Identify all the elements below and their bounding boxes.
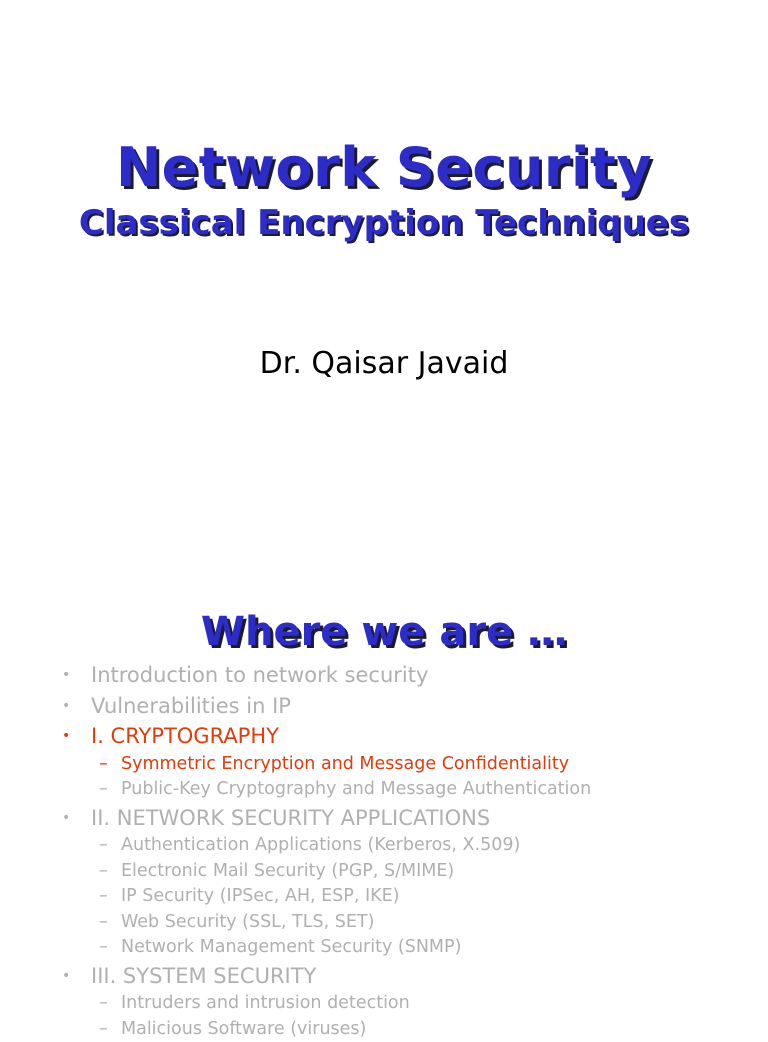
slide-subtitle: Classical Encryption Techniques bbox=[0, 203, 768, 243]
outline-item-text: III. SYSTEM SECURITY bbox=[91, 964, 316, 988]
dash-marker: – bbox=[99, 884, 108, 910]
outline-item-text: Vulnerabilities in IP bbox=[91, 694, 291, 718]
outline-item-text: Intruders and intrusion detection bbox=[121, 993, 410, 1013]
bullet-marker: • bbox=[62, 691, 70, 722]
outline-subitem bbox=[62, 910, 591, 936]
outline-item-text: Symmetric Encryption and Message Confidentiality bbox=[121, 754, 569, 774]
outline-item-text: Malicious Software (viruses) bbox=[121, 1019, 366, 1039]
outline-subitem bbox=[62, 859, 591, 885]
outline-slide bbox=[0, 575, 768, 1024]
outline-item-text: Authentication Applications (Kerberos, X.509) bbox=[121, 835, 520, 855]
outline-subitem bbox=[62, 752, 591, 778]
outline-item-text: Network Management Security (SNMP) bbox=[121, 937, 461, 957]
slide-title: Network Security bbox=[0, 136, 768, 199]
outline-subitem bbox=[62, 884, 591, 910]
outline-item-text: II. NETWORK SECURITY APPLICATIONS bbox=[91, 806, 490, 830]
dash-marker: – bbox=[99, 752, 108, 778]
bullet-marker: • bbox=[62, 961, 70, 992]
dash-marker: – bbox=[99, 833, 108, 859]
outline-item-text: IP Security (IPSec, AH, ESP, IKE) bbox=[121, 886, 400, 906]
outline-item-text: I. CRYPTOGRAPHY bbox=[91, 724, 279, 748]
outline-item-text: Public-Key Cryptography and Message Authentication bbox=[121, 779, 591, 799]
dash-marker: – bbox=[99, 910, 108, 936]
dash-marker: – bbox=[99, 777, 108, 803]
outline-subitem bbox=[62, 833, 591, 859]
dash-marker: – bbox=[99, 935, 108, 961]
outline-item bbox=[62, 803, 591, 834]
author-name: Dr. Qaisar Javaid bbox=[0, 346, 768, 381]
outline-item bbox=[62, 961, 591, 992]
dash-marker: – bbox=[99, 1017, 108, 1042]
outline-subitem bbox=[62, 777, 591, 803]
bullet-marker: • bbox=[62, 660, 70, 691]
outline-subitem bbox=[62, 1017, 591, 1042]
dash-marker: – bbox=[99, 991, 108, 1017]
outline-item bbox=[62, 691, 591, 722]
outline-item bbox=[62, 721, 591, 752]
outline-list bbox=[62, 660, 591, 1042]
outline-item-text: Web Security (SSL, TLS, SET) bbox=[121, 912, 374, 932]
outline-title: Where we are … bbox=[0, 609, 768, 655]
bullet-marker: • bbox=[62, 803, 70, 834]
outline-subitem bbox=[62, 935, 591, 961]
bullet-marker: • bbox=[62, 721, 70, 752]
dash-marker: – bbox=[99, 859, 108, 885]
outline-item-text: Electronic Mail Security (PGP, S/MIME) bbox=[121, 861, 454, 881]
outline-item bbox=[62, 660, 591, 691]
outline-subitem bbox=[62, 991, 591, 1017]
outline-item-text: Introduction to network security bbox=[91, 663, 428, 687]
